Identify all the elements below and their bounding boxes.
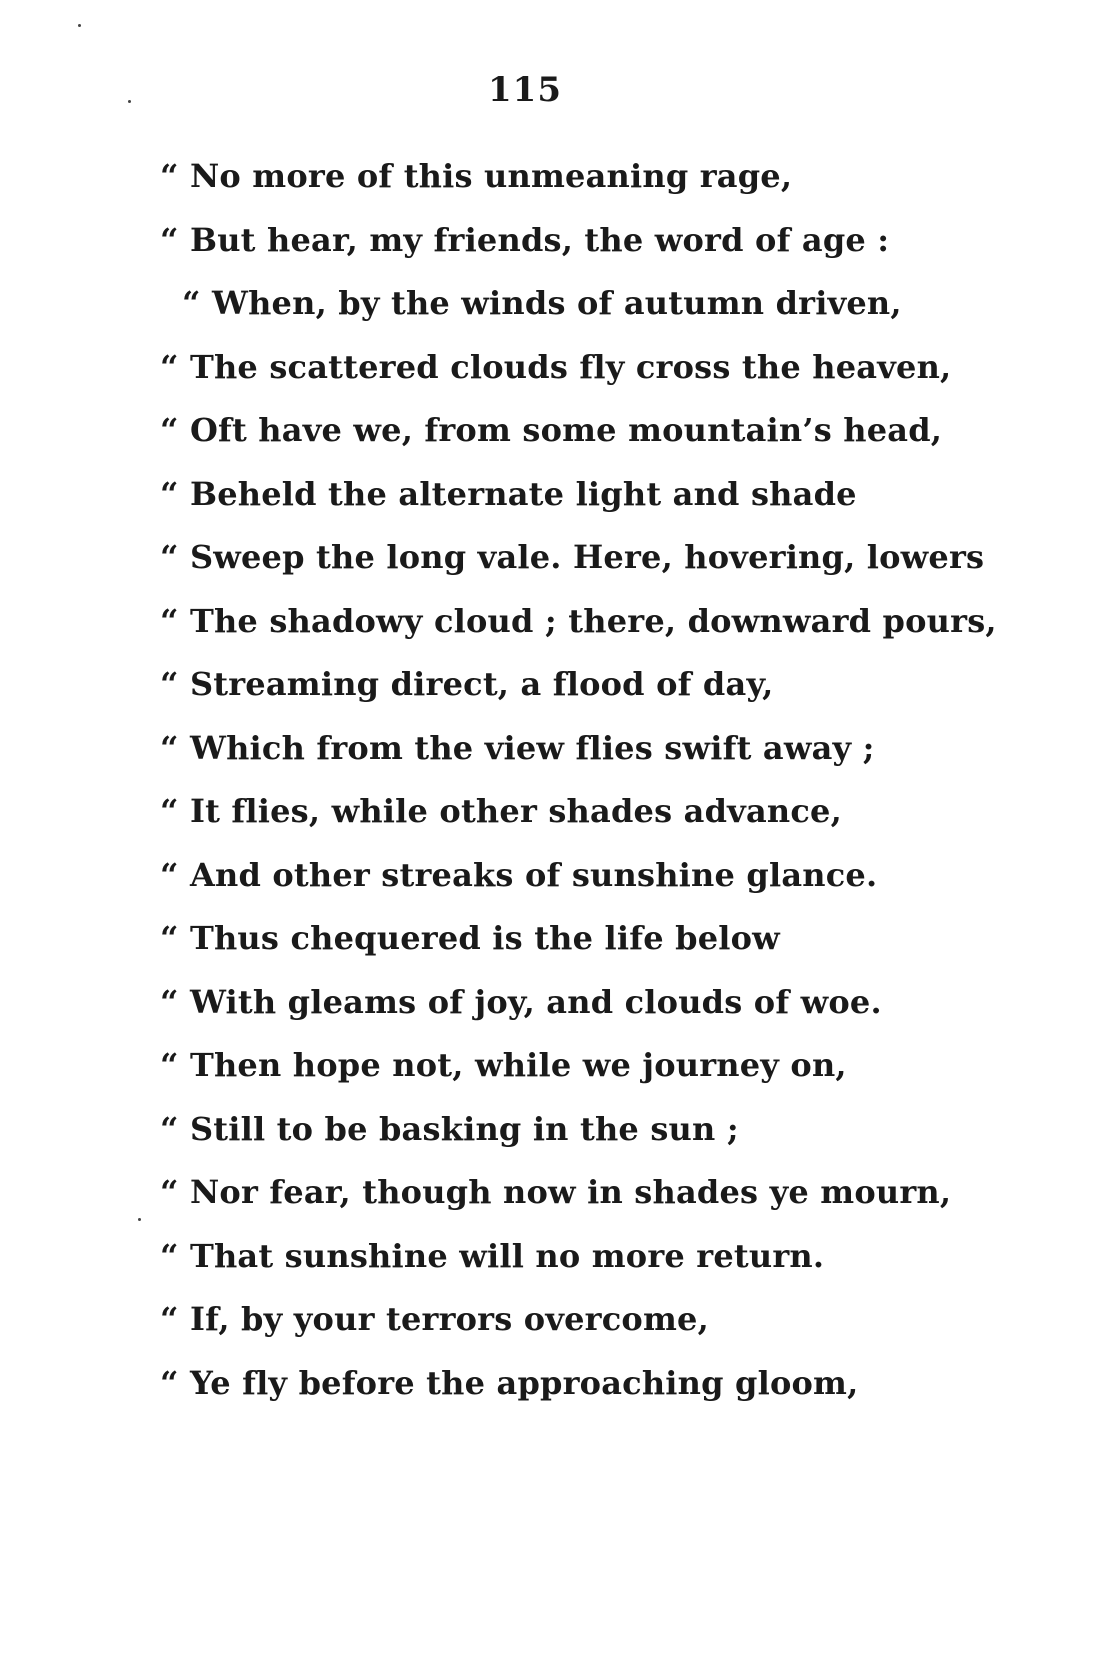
poem-line: “ Streaming direct, a flood of day,	[160, 665, 774, 703]
poem-line: “ Ye fly before the approaching gloom,	[160, 1364, 859, 1402]
poem-line: “ If, by your terrors overcome,	[160, 1300, 709, 1338]
poem-line: “ Oft have we, from some mountain’s head,	[160, 411, 943, 449]
poem-line: “ But hear, my friends, the word of age :	[160, 221, 890, 259]
poem-line: “ That sunshine will no more return.	[160, 1237, 825, 1275]
poem-line: “ When, by the winds of autumn driven,	[182, 284, 902, 322]
poem-line: “ The shadowy cloud ; there, downward pours,	[160, 602, 997, 640]
poem-line: “ No more of this unmeaning rage,	[160, 157, 793, 195]
poem-line: “ With gleams of joy, and clouds of woe.	[160, 983, 882, 1021]
page-number: 115	[488, 70, 562, 110]
poem-line: “ It flies, while other shades advance,	[160, 792, 842, 830]
poem-line: “ Sweep the long vale. Here, hovering, lowers	[160, 538, 985, 576]
scan-speck	[138, 1218, 141, 1221]
poem-line: “ Nor fear, though now in shades ye mourn,	[160, 1173, 952, 1211]
poem-line: “ Thus chequered is the life below	[160, 919, 780, 957]
poem-line: “ The scattered clouds fly cross the heaven,	[160, 348, 952, 386]
poem-line: “ Which from the view flies swift away ;	[160, 729, 875, 767]
poem-line: “ And other streaks of sunshine glance.	[160, 856, 878, 894]
poem-line: “ Still to be basking in the sun ;	[160, 1110, 739, 1148]
poem-line: “ Then hope not, while we journey on,	[160, 1046, 847, 1084]
scan-speck	[78, 24, 81, 27]
poem-line: “ Beheld the alternate light and shade	[160, 475, 857, 513]
